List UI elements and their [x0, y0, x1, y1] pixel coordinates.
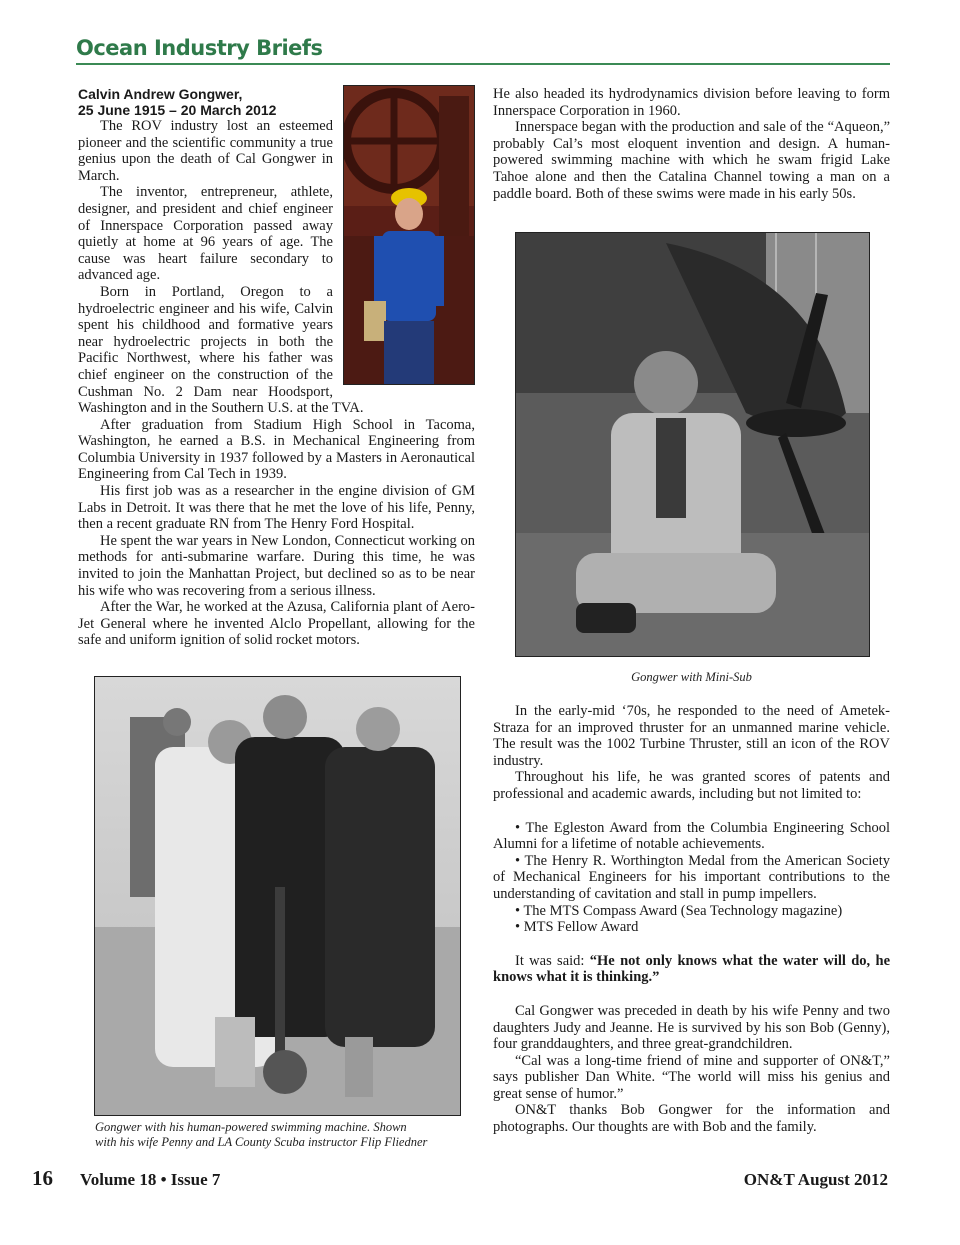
quote-paragraph — [493, 953, 890, 986]
right-paragraph-3: In the early-mid ‘70s, he responded to the need of Ametek-Straza for an improved thruster for an unmanned marine vehicle. The result was the 1002 Turbine Thruster, still an icon of the ROV industry. — [493, 703, 890, 769]
spacer — [493, 936, 890, 953]
quote-text: “He not only knows what the water will do, he knows what it is thinking.” — [493, 952, 891, 986]
right-column-lower — [493, 703, 890, 1136]
portrait-hardhat-image — [344, 86, 474, 384]
closing-paragraph-2: “Cal was a long-time friend of mine and supporter of ON&T,” says publisher Dan White. “The world will miss his genius and great sense of humor.” — [493, 1052, 890, 1102]
award-item-3: • The MTS Compass Award (Sea Technology magazine) — [515, 902, 843, 919]
beach-photo — [94, 676, 461, 1116]
footer-issue: Volume 18 • Issue 7 — [80, 1170, 221, 1189]
left-paragraph-3: Born in Portland, Oregon to a hydroelectric engineer and his wife, Calvin spent his childhood and formative years near hydroelectric projects in both the Pacific Northwest, where his father was chief engineer on the construction of the Cushman No. 2 Dam near Hoodsport, Washington and in the Southern U.S. at the TVA. — [78, 283, 364, 417]
award-item-4: • MTS Fellow Award — [515, 919, 639, 936]
spacer — [493, 986, 890, 1003]
spacer — [493, 803, 890, 820]
footer-publication: ON&T August 2012 — [743, 1170, 888, 1189]
minisub-photo-image — [516, 233, 869, 656]
header-rule — [76, 63, 890, 65]
left-paragraph-2: The inventor, entrepreneur, athlete, designer, and president and chief engineer of Innerspace Corporation passed away quietly at home at 96 years of age. The cause was heart failure secondary to advanced age. — [78, 184, 333, 284]
award-item-1: • The Egleston Award from the Columbia Engineering School Alumni for a lifetime of notable achievements. — [493, 819, 890, 853]
quote-intro: It was said: — [515, 952, 590, 969]
left-paragraph-1: The ROV industry lost an esteemed pioneer and the scientific community a true genius upon the death of Cal Gongwer in March. — [78, 118, 333, 184]
obituary-heading-name: Calvin Andrew Gongwer, — [78, 86, 243, 102]
beach-photo-image — [95, 677, 460, 1115]
closing-paragraph-3: ON&T thanks Bob Gongwer for the information and photographs. Our thoughts are with Bob and the family. — [493, 1102, 890, 1136]
section-title: Ocean Industry Briefs — [76, 36, 323, 60]
beach-caption-line2: with his wife Penny and LA County Scuba instructor Flip Fliedner — [95, 1135, 428, 1149]
obituary-heading-dates: 25 June 1915 – 20 March 2012 — [78, 102, 277, 118]
left-paragraph-4: After graduation from Stadium High School in Tacoma, Washington, he earned a B.S. in Mechanical Engineering from Columbia University in 1937 followed by a Masters in Aeronautical Engineering from Cal Tech in 1939. — [78, 416, 475, 483]
right-paragraph-2: Innerspace began with the production and sale of the “Aqueon,” probably Cal’s most eloquent invention and design. A human-powered swimming machine with which he swam frigid Lake Tahoe alone and then the Catalina Channel towing a man on a paddle board. Both of these swims were made in his early 50s. — [493, 119, 890, 202]
left-column — [78, 86, 475, 649]
minisub-caption: Gongwer with Mini-Sub — [631, 670, 752, 684]
right-paragraph-1: He also headed its hydrodynamics division before leaving to form Innerspace Corporation in 1960. — [493, 86, 890, 119]
closing-paragraph-1: Cal Gongwer was preceded in death by his wife Penny and two daughters Judy and Jeanne. He is survived by his son Bob (Genny), four granddaughters, and three great-grandchildren. — [493, 1002, 890, 1053]
beach-caption-line1: Gongwer with his human-powered swimming machine. Shown — [95, 1120, 407, 1134]
portrait-photo-hardhat — [343, 85, 475, 385]
left-paragraph-5: His first job was as a researcher in the engine division of GM Labs in Detroit. It was there that he met the love of his life, Penny, then a recent graduate RN from The Henry Ford Hospital. — [78, 483, 475, 533]
page-number: 16 — [32, 1166, 53, 1190]
left-paragraph-7: After the War, he worked at the Azusa, California plant of Aero-Jet General where he invented Alclo Propellant, allowing for the safe and uniform ignition of solid rocket motors. — [78, 599, 475, 649]
minisub-photo — [515, 232, 870, 657]
right-column-top — [493, 86, 890, 202]
left-paragraph-6: He spent the war years in New London, Connecticut working on methods for anti-submarine warfare. During this time, he was invited to join the Manhattan Project, but declined so as to be near his wife who was recovering from a serious illness. — [78, 532, 475, 599]
right-paragraph-4: Throughout his life, he was granted scores of patents and professional and academic awards, including but not limited to: — [493, 769, 890, 802]
award-item-2: • The Henry R. Worthington Medal from the American Society of Mechanical Engineers for his important contributions to the understanding of cavitation and stall in pump impellers. — [493, 852, 890, 902]
beach-caption — [95, 1120, 475, 1150]
